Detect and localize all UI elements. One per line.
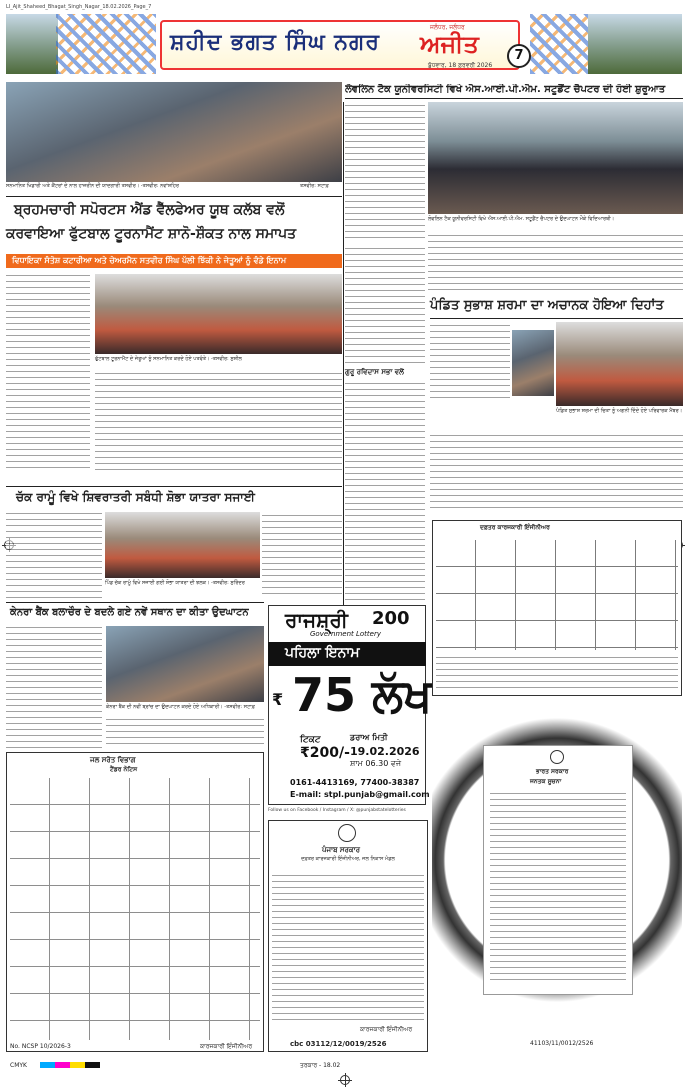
lottery-phone: 0161-4413169, 77400-38387 — [290, 778, 420, 787]
bank-photo — [106, 626, 264, 702]
lpu-text-column-1 — [345, 102, 425, 242]
lottery-amount: 75 ਲੱਖ — [292, 668, 433, 722]
lottery-draw-label: ਡਰਾਅ ਮਿਤੀ — [350, 733, 388, 742]
bank-text-body — [106, 716, 264, 748]
felicitation-caption: ਸਨਮਾਨਿਤ ਖਿਡਾਰੀ ਅਤੇ ਕੈਂਟਰਾਂ ਦੇ ਨਾਲ ਹਾਜ਼ਰੀਨ ਦੀ ਯਾਦਗਾਰੀ ਤਸਵੀਰ। -ਤਸਵੀਰ: ਨਵਾਂਸ਼ਹਿਰ — [6, 183, 179, 189]
lpu-caption: ਲੋਵਲਿਨ ਟੈਕ ਯੂਨੀਵਰਸਿਟੀ ਵਿਖੇ ਐਸ.ਆਈ.ਪੀ.ਐਮ. ਸਟੂਡੈਂਟ ਚੈਪਟਰ ਦੇ ਉਦਘਾਟਨ ਮੌਕੇ ਵਿਦਿਆਰਥੀ। — [428, 216, 615, 222]
gov-frame-title: ਭਾਰਤ ਸਰਕਾਰ — [536, 768, 569, 775]
obituary-portrait — [512, 330, 554, 396]
gov-frame-code: 41103/11/0012/2526 — [530, 1040, 594, 1047]
lottery-number: 200 — [372, 608, 410, 629]
punjab-notice-title: ਪੰਜਾਬ ਸਰਕਾਰ — [322, 846, 361, 854]
obituary-rule — [430, 318, 683, 319]
bank-caption: ਕੇਨਰਾ ਬੈਂਕ ਦੀ ਨਵੀਂ ਬ੍ਰਾਂਚ ਦਾ ਉਦਘਾਟਨ ਕਰਦੇ ਹੋਏ ਅਧਿਕਾਰੀ। -ਤਸਵੀਰ: ਸਟਾਫ਼ — [106, 704, 255, 710]
bank-headline: ਕੇਨਰਾ ਬੈਂਕ ਬਲਾਚੌਰ ਦੇ ਬਦਲੇ ਗਏ ਨਵੇਂ ਸਥਾਨ ਦਾ ਕੀਤਾ ਉਦਘਾਟਨ — [10, 607, 249, 618]
obituary-headline: ਪੰਡਿਤ ਸੁਭਾਸ਼ ਸ਼ਰਮਾ ਦਾ ਅਚਾਨਕ ਹੋਇਆ ਦਿਹਾਂਤ — [430, 298, 664, 313]
felicitation-credit: ਤਸਵੀਰ: ਸਟਾਫ਼ — [300, 183, 329, 189]
punjab-emblem-icon — [338, 824, 356, 842]
football-text-body — [95, 370, 342, 475]
registration-mark-bottom — [340, 1075, 350, 1085]
obituary-caption: ਪੰਡਿਤ ਸੁਭਾਸ਼ ਸ਼ਰਮਾ ਦੀ ਚਿਤਾ ਨੂੰ ਅਗਨੀ ਦਿੰਦੇ ਹੋਏ ਪਰਿਵਾਰਕ ਮੈਂਬਰ। — [556, 408, 683, 414]
punjab-notice-text — [272, 872, 424, 1022]
mid-text-2 — [345, 380, 425, 602]
tender-left-table — [10, 778, 260, 1040]
masthead-title: ਸ਼ਹੀਦ ਭਗਤ ਸਿੰਘ ਨਗਰ — [170, 30, 381, 55]
mid-text-1 — [345, 245, 425, 365]
bottom-center-label: ਤਰਕਾਰ - 18.02 — [300, 1062, 341, 1069]
punjab-notice-body: ਦਫ਼ਤਰ ਕਾਰਜਕਾਰੀ ਇੰਜੀਨੀਅਰ, ਜਲ ਨਿਕਾਸ ਮੰਡਲ — [301, 856, 395, 862]
lottery-name: ਰਾਜਸ਼੍ਰੀ — [285, 608, 348, 632]
bank-text-column-1 — [6, 624, 102, 748]
lottery-prize-label: ਪਹਿਲਾ ਇਨਾਮ — [285, 645, 360, 661]
tender-top-title: ਦਫ਼ਤਰ ਕਾਰਜਕਾਰੀ ਇੰਜੀਨੀਅਰ — [480, 524, 550, 531]
lottery-draw-time: ਸ਼ਾਮ 06.30 ਵਜੇ — [350, 759, 402, 768]
lpu-group-photo — [428, 102, 683, 214]
obituary-text-body — [430, 432, 683, 512]
yatra-text-column-1 — [6, 510, 102, 598]
column-divider-1 — [343, 102, 344, 612]
yatra-top-rule — [6, 486, 342, 487]
football-headline-line1: ਬ੍ਰਹਮਚਾਰੀ ਸਪੋਰਟਸ ਐਂਡ ਵੈੱਲਫੇਅਰ ਯੂਥ ਕਲੱਬ ਵਲੋਂ — [14, 202, 285, 218]
yatra-text-column-2 — [262, 512, 342, 598]
lottery-draw-date: 19.02.2026 — [350, 745, 420, 758]
lpu-headline: ਲੋਵਲਿਨ ਟੈਕ ਯੂਨੀਵਰਸਿਟੀ ਵਿਖੇ ਐਸ.ਆਈ.ਪੀ.ਐਮ. ਸਟੂਡੈਂਟ ਚੈਪਟਰ ਦੀ ਹੋਈ ਸ਼ੁਰੂਆਤ — [345, 84, 666, 95]
yatra-caption: ਪਿੰਡ ਚੱਕ ਰਾਮੂੰ ਵਿਖੇ ਸਜਾਈ ਗਈ ਸ਼ੋਭਾ ਯਾਤਰਾ ਦੀ ਝਲਕ। -ਤਸਵੀਰ: ਸੁਰਿੰਦਰ — [105, 580, 245, 586]
football-subheadline: ਵਿਧਾਇਕਾ ਸੰਤੋਸ਼ ਕਟਾਰੀਆ ਅਤੇ ਚੇਅਰਮੈਨ ਸਤਵੀਰ ਸਿੰਘ ਪੱਲੀ ਝਿੱਕੀ ਨੇ ਜੇਤੂਆਂ ਨੂੰ ਵੰਡੇ ਇਨਾਮ — [6, 254, 342, 268]
yatra-photo — [105, 512, 260, 578]
cbc-code: cbc 03112/12/0019/2526 — [290, 1040, 387, 1048]
punjab-notice-signature: ਕਾਰਜਕਾਰੀ ਇੰਜੀਨੀਅਰ — [360, 1026, 413, 1033]
color-bar — [40, 1062, 100, 1068]
tender-left-signature: ਕਾਰਜਕਾਰੀ ਇੰਜੀਨੀਅਰ — [200, 1043, 253, 1050]
masthead-date: ਬੁੱਧਵਾਰ, 18 ਫ਼ਰਵਰੀ 2026 — [428, 62, 493, 69]
masthead-left-photo — [6, 14, 58, 74]
football-top-rule — [6, 196, 342, 197]
lottery-email: E-mail: stpl.punjab@gmail.com — [290, 790, 430, 799]
masthead-brand: ਅਜੀਤ — [420, 30, 479, 58]
lpu-text-body — [428, 232, 683, 292]
lottery-ticket-label: ਟਿਕਟ — [300, 735, 321, 745]
tender-top-table — [436, 540, 678, 650]
masthead-city: ਜਲੰਧਰ, ਜਲੰਧਰ — [430, 24, 465, 31]
obituary-text-1 — [430, 322, 510, 402]
lottery-social: Follow us on Facebook / Instagram / X: @punjabstatelotteries — [268, 808, 406, 813]
gov-frame-text — [490, 790, 626, 980]
tender-left-subtitle: ਟੈਂਡਰ ਨੋਟਿਸ — [110, 766, 138, 773]
gurdwara-subhead: ਗੁਰੂ ਰਵਿਦਾਸ ਸਭਾ ਵਲੋਂ — [345, 368, 404, 376]
obituary-pyre-photo — [556, 322, 683, 406]
tender-left-title: ਜਲ ਸਰੋਤ ਵਿਭਾਗ — [90, 756, 136, 764]
football-prize-photo — [95, 274, 342, 354]
print-info-line: LI_Ajit_Shaheed_Bhagat_Singh_Nagar_18.02.2026_Page_7 — [6, 4, 152, 10]
masthead-left-pattern — [56, 14, 156, 74]
lottery-ticket-price: ₹200/- — [300, 745, 350, 761]
ashoka-emblem-icon — [550, 750, 564, 764]
football-headline-line2: ਕਰਵਾਇਆ ਫੁੱਟਬਾਲ ਟੂਰਨਾਮੈਂਟ ਸ਼ਾਨੋ-ਸ਼ੌਕਤ ਨਾਲ ਸਮਾਪਤ — [6, 226, 297, 242]
color-bar-label: CMYK — [10, 1062, 27, 1069]
football-caption: ਫੁੱਟਬਾਲ ਟੂਰਨਾਮੈਂਟ ਦੇ ਜੇਤੂਆਂ ਨੂੰ ਸਨਮਾਨਿਤ ਕਰਦੇ ਹੋਏ ਪਤਵੰਤੇ। -ਤਸਵੀਰ: ਸੁਸ਼ੀਲ — [95, 356, 242, 362]
felicitation-photo — [6, 82, 342, 182]
lpu-rule — [345, 98, 683, 99]
gov-frame-notice: ਜਨਤਕ ਸੂਚਨਾ — [530, 778, 562, 785]
yatra-headline: ਚੱਕ ਰਾਮੂੰ ਵਿਖੇ ਸ਼ਿਵਰਾਤਰੀ ਸਬੰਧੀ ਸ਼ੋਭਾ ਯਾਤਰਾ ਸਜਾਈ — [16, 490, 255, 504]
tender-left-ref: No. NCSP 10/2026-3 — [10, 1043, 71, 1050]
tender-top-footnotes — [436, 654, 678, 690]
lottery-subtitle: Government Lottery — [310, 630, 382, 638]
masthead-right-photo — [588, 14, 682, 74]
lottery-currency: ₹ — [272, 690, 284, 709]
football-text-column-1 — [6, 272, 90, 472]
bank-top-rule — [6, 602, 264, 603]
page-number: 7 — [507, 44, 531, 68]
